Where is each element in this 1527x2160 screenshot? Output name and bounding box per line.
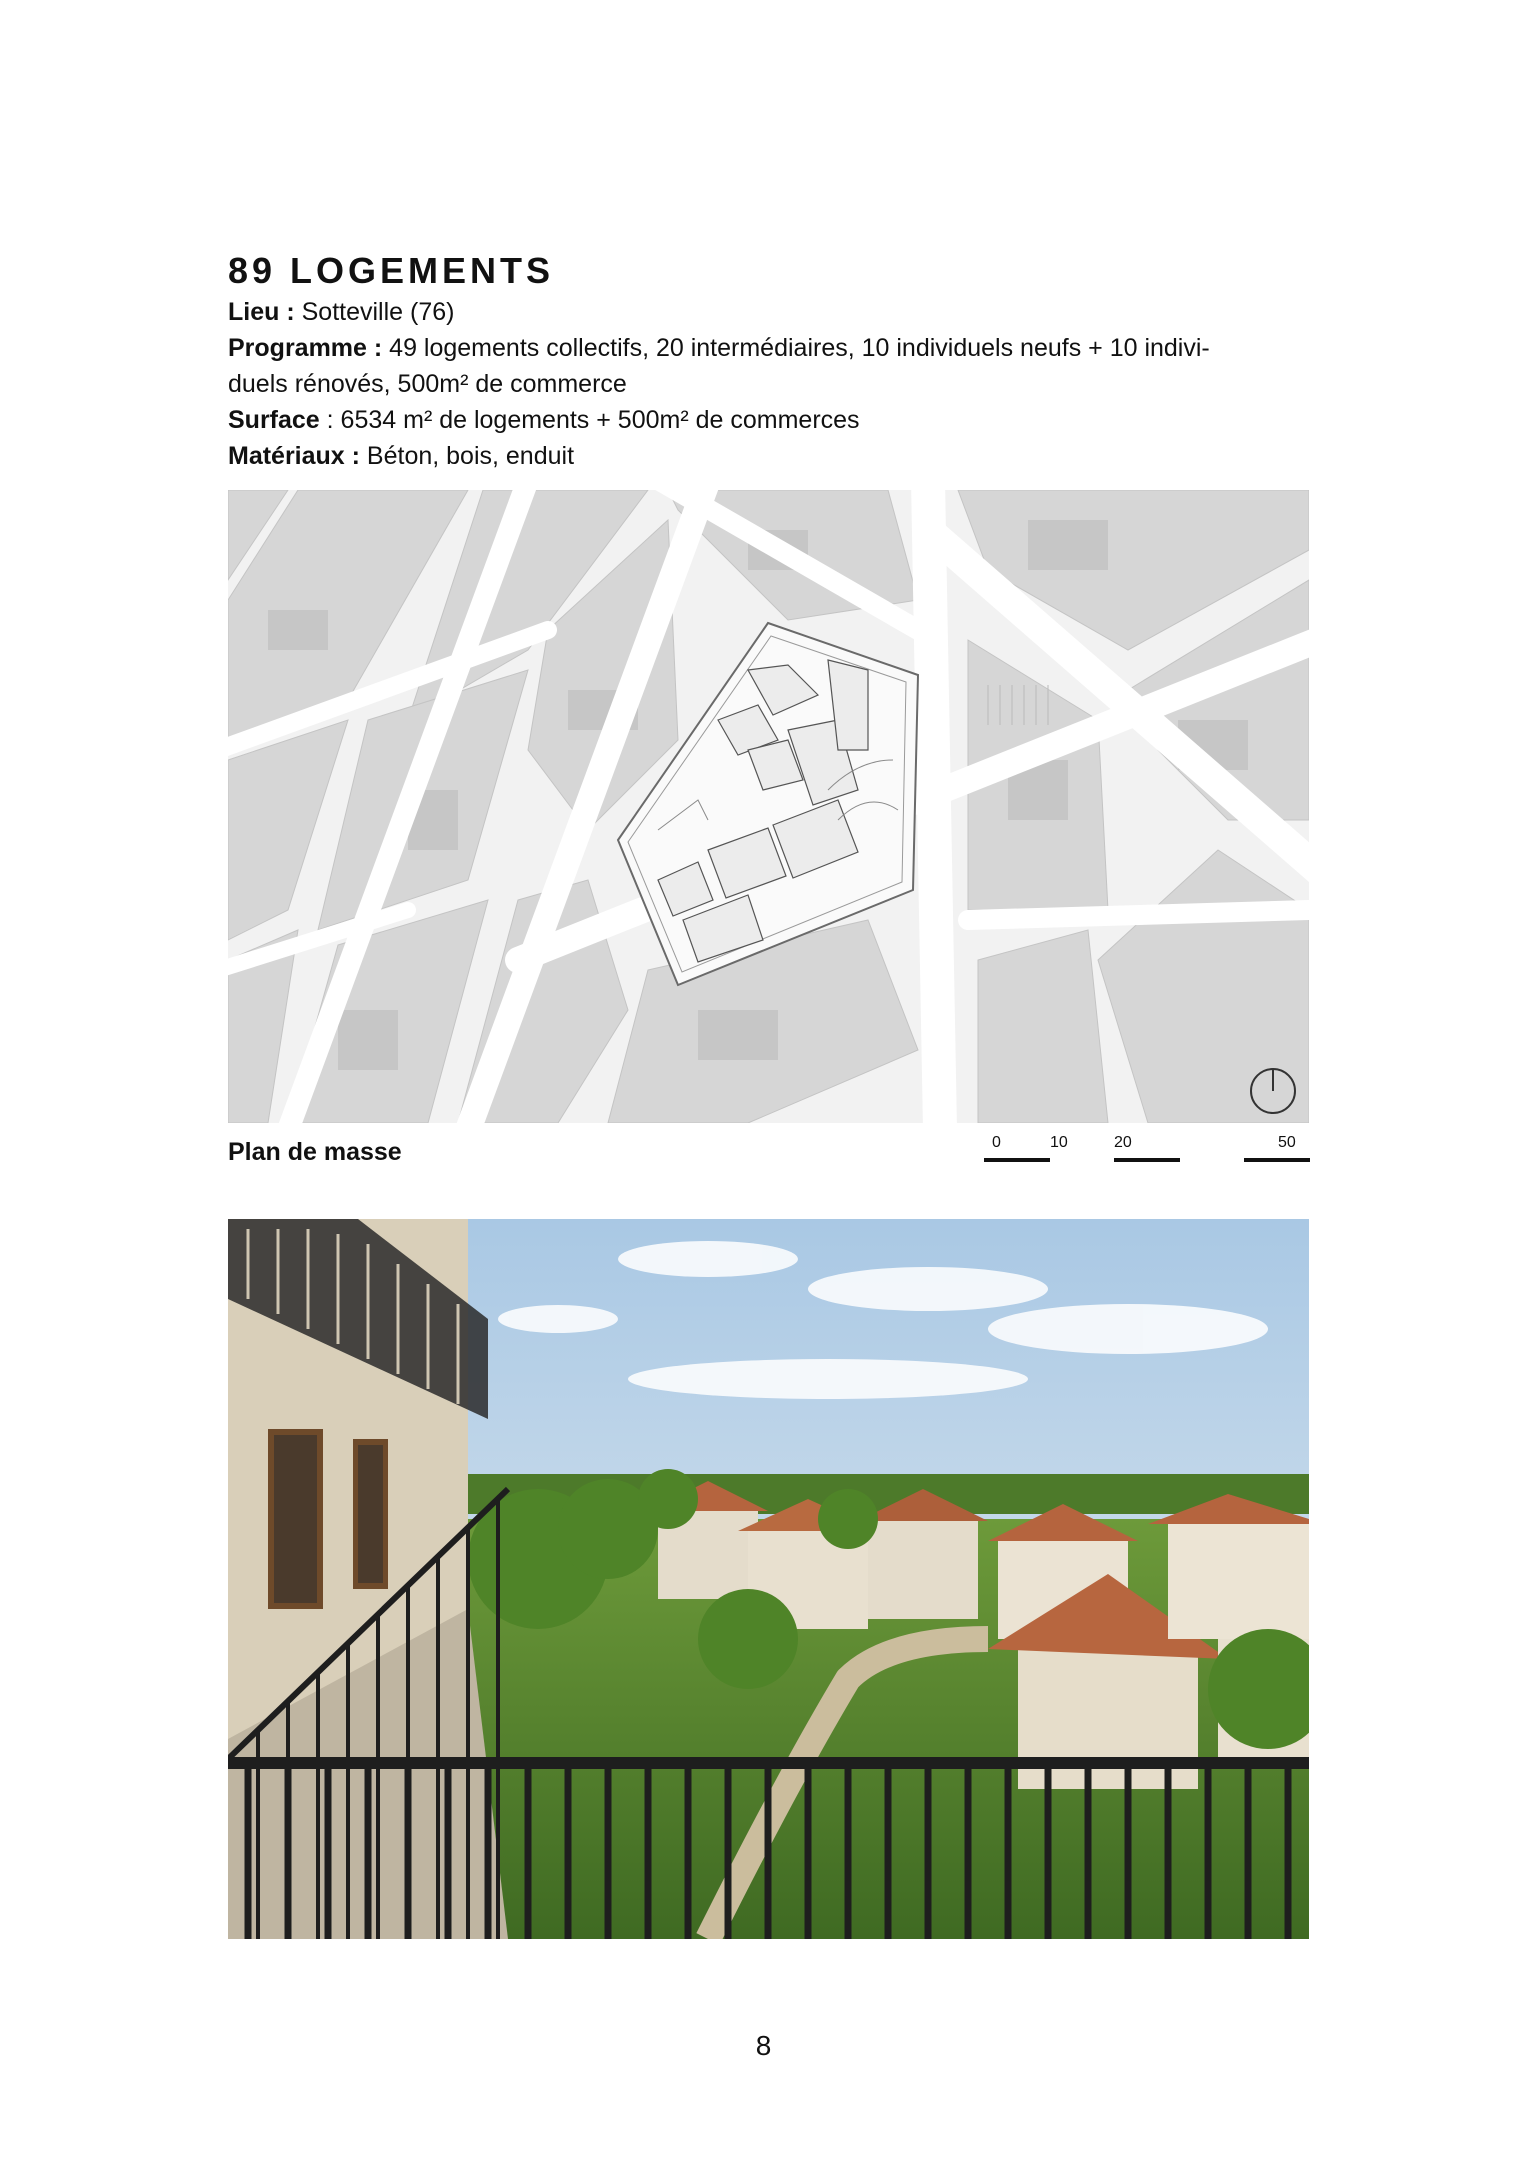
scale-segment (1244, 1158, 1310, 1162)
programme-label: Programme : (228, 334, 383, 362)
site-plan-map (228, 490, 1309, 1123)
surface-label: Surface (228, 406, 320, 434)
materiaux-value: Béton, bois, enduit (359, 442, 575, 470)
page-title: 89 LOGEMENTS (228, 250, 555, 291)
lieu-label: Lieu : (228, 298, 295, 326)
surface-value: : 6534 m² de logements + 500m² de commerces (319, 406, 860, 434)
scale-label-20: 20 (1114, 1134, 1132, 1151)
page-number: 8 (755, 2030, 772, 2061)
scale-label-10: 10 (1050, 1134, 1068, 1151)
project-photo (228, 1219, 1309, 1939)
balcony-view-photo (228, 1219, 1309, 1939)
scale-segment (984, 1158, 1050, 1162)
project-info (228, 294, 1308, 474)
info-programme-cont (228, 366, 1308, 402)
scale-bar (980, 1134, 1310, 1170)
materiaux-label: Matériaux : (228, 442, 360, 470)
scale-segment (1114, 1158, 1180, 1162)
site-plan-drawing (228, 490, 1309, 1123)
info-materiaux (228, 438, 1308, 474)
scale-label-50: 50 (1278, 1134, 1296, 1151)
scale-label-0: 0 (992, 1134, 1001, 1151)
programme-value-line2: duels rénovés, 500m² de commerce (228, 370, 627, 398)
map-caption: Plan de masse (228, 1138, 402, 1166)
info-lieu (228, 294, 1308, 330)
programme-value-line1: 49 logements collectifs, 20 intermédiaires, 10 individuels neufs + 10 indivi- (382, 334, 1210, 362)
lieu-value: Sotteville (76) (294, 298, 455, 326)
info-programme (228, 330, 1308, 366)
info-surface (228, 402, 1308, 438)
